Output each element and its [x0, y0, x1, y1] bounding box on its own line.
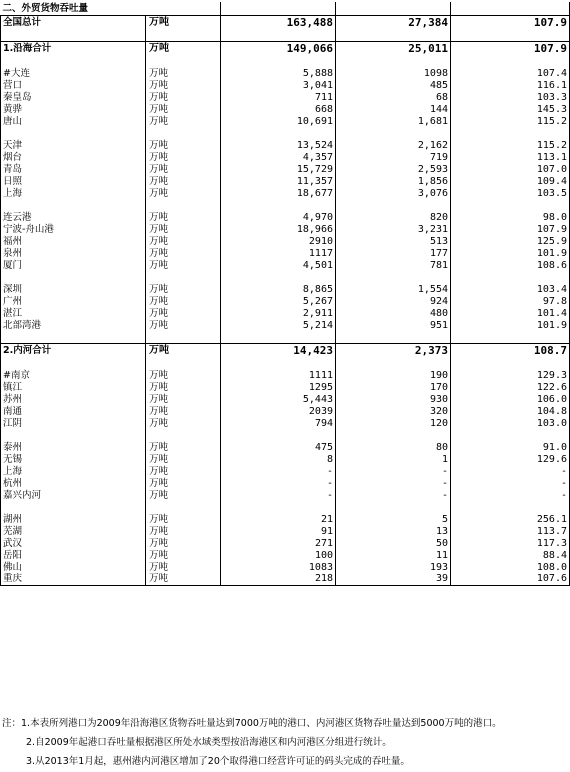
blank-cell [1, 357, 146, 369]
blank-cell [451, 55, 570, 67]
value-3: 129.6 [451, 453, 570, 465]
value-1: - [221, 465, 336, 477]
table-row [1, 441, 570, 453]
port-name: 江阴 [1, 417, 146, 429]
table-row [1, 67, 570, 79]
value-3: 107.9 [451, 41, 570, 55]
port-name: 烟台 [1, 151, 146, 163]
unit: 万吨 [146, 369, 221, 381]
port-name: 厦门 [1, 259, 146, 271]
table-row [1, 223, 570, 235]
value-3: 97.8 [451, 295, 570, 307]
port-name: #大连 [1, 67, 146, 79]
value-2: 170 [336, 381, 451, 393]
value-2: 13 [336, 525, 451, 537]
value-3: 88.4 [451, 549, 570, 561]
table-row [1, 319, 570, 331]
blank-cell [336, 271, 451, 283]
value-1: 149,066 [221, 41, 336, 55]
value-3: 122.6 [451, 381, 570, 393]
value-1: 1117 [221, 247, 336, 259]
value-2: 3,076 [336, 187, 451, 199]
value-2: 1098 [336, 67, 451, 79]
value-2: 1,681 [336, 115, 451, 127]
unit: 万吨 [146, 477, 221, 489]
value-3: 115.2 [451, 115, 570, 127]
table-row [1, 175, 570, 187]
table-row [1, 151, 570, 163]
blank-row [1, 127, 570, 139]
value-3: 107.4 [451, 67, 570, 79]
total-row [1, 41, 570, 55]
table-row [1, 91, 570, 103]
value-2: 719 [336, 151, 451, 163]
table-row [1, 103, 570, 115]
value-2: 50 [336, 537, 451, 549]
port-name: 深圳 [1, 283, 146, 295]
value-3: 117.3 [451, 537, 570, 549]
unit: 万吨 [146, 283, 221, 295]
unit: 万吨 [146, 441, 221, 453]
table-row [1, 79, 570, 91]
value-3: 125.9 [451, 235, 570, 247]
table-row [1, 573, 570, 585]
port-name: 广州 [1, 295, 146, 307]
unit: 万吨 [146, 525, 221, 537]
value-1: 13,524 [221, 139, 336, 151]
note-2: 2.自2009年起港口吞吐量根据港区所处水域类型按沿海港区和内河港区分组进行统计。 [26, 737, 392, 748]
blank-row [1, 271, 570, 283]
unit: 万吨 [146, 453, 221, 465]
blank-cell [451, 357, 570, 369]
blank-cell [451, 29, 570, 41]
note-3: 3.从2013年1月起，惠州港内河港区增加了20个取得港口经营许可证的码头完成的吞吐量。 [26, 756, 410, 767]
value-3: 103.0 [451, 417, 570, 429]
blank-cell [221, 357, 336, 369]
port-name: 2.内河合计 [1, 343, 146, 357]
blank-cell [336, 331, 451, 343]
value-3: 98.0 [451, 211, 570, 223]
unit: 万吨 [146, 235, 221, 247]
blank-cell [221, 331, 336, 343]
value-3: 256.1 [451, 513, 570, 525]
port-name: 镇江 [1, 381, 146, 393]
port-name: 天津 [1, 139, 146, 151]
value-3: 107.9 [451, 223, 570, 235]
blank-row [1, 199, 570, 211]
unit: 万吨 [146, 489, 221, 501]
blank-cell [1, 127, 146, 139]
table-row [1, 187, 570, 199]
value-1: 3,041 [221, 79, 336, 91]
value-3: 106.0 [451, 393, 570, 405]
blank-cell [146, 357, 221, 369]
unit: 万吨 [146, 513, 221, 525]
value-2: - [336, 465, 451, 477]
blank-cell [336, 199, 451, 211]
table-row [1, 381, 570, 393]
value-3: 103.5 [451, 187, 570, 199]
value-1: 2,911 [221, 307, 336, 319]
value-2: 39 [336, 573, 451, 585]
value-2: 485 [336, 79, 451, 91]
port-name: 秦皇岛 [1, 91, 146, 103]
blank-cell [221, 127, 336, 139]
blank-cell [146, 501, 221, 513]
value-3: 101.4 [451, 307, 570, 319]
port-name: 泉州 [1, 247, 146, 259]
port-name: 嘉兴内河 [1, 489, 146, 501]
value-1: 475 [221, 441, 336, 453]
value-2: 781 [336, 259, 451, 271]
value-2: 480 [336, 307, 451, 319]
total-row [1, 15, 570, 29]
table-row [1, 525, 570, 537]
table-row [1, 163, 570, 175]
value-3: - [451, 465, 570, 477]
blank-row [1, 55, 570, 67]
port-name: 北部湾港 [1, 319, 146, 331]
blank-cell [1, 199, 146, 211]
blank-cell [146, 55, 221, 67]
table-row [1, 393, 570, 405]
value-1: 5,267 [221, 295, 336, 307]
table-row [1, 295, 570, 307]
table-row [1, 537, 570, 549]
value-1: 11,357 [221, 175, 336, 187]
value-1: 4,357 [221, 151, 336, 163]
blank-cell [336, 501, 451, 513]
value-1: 18,966 [221, 223, 336, 235]
blank-row [1, 29, 570, 41]
total-row [1, 343, 570, 357]
value-3: 145.3 [451, 103, 570, 115]
port-name: 宁波-舟山港 [1, 223, 146, 235]
value-1: 100 [221, 549, 336, 561]
value-2: 2,593 [336, 163, 451, 175]
unit: 万吨 [146, 139, 221, 151]
table-row [1, 259, 570, 271]
unit: 万吨 [146, 307, 221, 319]
value-1: 1295 [221, 381, 336, 393]
table-row [1, 489, 570, 501]
value-1: 218 [221, 573, 336, 585]
unit: 万吨 [146, 115, 221, 127]
table-row [1, 453, 570, 465]
blank-cell [451, 127, 570, 139]
port-name: 1.沿海合计 [1, 41, 146, 55]
value-1: 2910 [221, 235, 336, 247]
table-title: 二、外贸货物吞吐量 [2, 2, 89, 14]
blank-cell [336, 429, 451, 441]
blank-cell [146, 271, 221, 283]
value-3: 109.4 [451, 175, 570, 187]
value-3: - [451, 489, 570, 501]
value-3: 107.9 [451, 15, 570, 29]
blank-row [1, 331, 570, 343]
value-2: 820 [336, 211, 451, 223]
port-name: #南京 [1, 369, 146, 381]
table-row [1, 405, 570, 417]
unit: 万吨 [146, 405, 221, 417]
value-2: 320 [336, 405, 451, 417]
port-name: 佛山 [1, 561, 146, 573]
value-3: 104.8 [451, 405, 570, 417]
unit: 万吨 [146, 163, 221, 175]
unit: 万吨 [146, 295, 221, 307]
value-2: 190 [336, 369, 451, 381]
blank-cell [1, 271, 146, 283]
value-3: 107.0 [451, 163, 570, 175]
blank-cell [146, 29, 221, 41]
port-name: 青岛 [1, 163, 146, 175]
value-1: 8 [221, 453, 336, 465]
value-2: 80 [336, 441, 451, 453]
table-title-row [1, 2, 570, 15]
value-2: 2,162 [336, 139, 451, 151]
value-1: 4,970 [221, 211, 336, 223]
unit: 万吨 [146, 223, 221, 235]
unit: 万吨 [146, 247, 221, 259]
blank-cell [221, 199, 336, 211]
value-1: - [221, 477, 336, 489]
unit: 万吨 [146, 211, 221, 223]
value-2: 144 [336, 103, 451, 115]
value-2: 120 [336, 417, 451, 429]
value-3: 101.9 [451, 319, 570, 331]
port-name: 无锡 [1, 453, 146, 465]
value-3: 108.7 [451, 343, 570, 357]
value-1: 15,729 [221, 163, 336, 175]
blank-cell [336, 357, 451, 369]
unit: 万吨 [146, 319, 221, 331]
value-3: 103.4 [451, 283, 570, 295]
value-1: 668 [221, 103, 336, 115]
blank-cell [1, 429, 146, 441]
port-name: 芜湖 [1, 525, 146, 537]
unit: 万吨 [146, 561, 221, 573]
unit: 万吨 [146, 103, 221, 115]
value-1: 5,214 [221, 319, 336, 331]
value-2: 513 [336, 235, 451, 247]
value-2: 25,011 [336, 41, 451, 55]
blank-row [1, 501, 570, 513]
unit: 万吨 [146, 259, 221, 271]
port-name: 全国总计 [1, 15, 146, 29]
value-2: 11 [336, 549, 451, 561]
value-1: 711 [221, 91, 336, 103]
value-2: 2,373 [336, 343, 451, 357]
blank-cell [146, 429, 221, 441]
table-row [1, 235, 570, 247]
value-2: 1,554 [336, 283, 451, 295]
unit: 万吨 [146, 343, 221, 357]
blank-cell [1, 331, 146, 343]
table-row [1, 549, 570, 561]
value-1: 2039 [221, 405, 336, 417]
table-row [1, 417, 570, 429]
value-1: 794 [221, 417, 336, 429]
table-row [1, 211, 570, 223]
note-1: 注：1.本表所列港口为2009年沿海港区货物吞吐量达到7000万吨的港口、内河港区货物吞吐量达到5000万吨的港口。 [2, 718, 502, 729]
value-1: 4,501 [221, 259, 336, 271]
table-row [1, 247, 570, 259]
value-2: - [336, 489, 451, 501]
value-1: 271 [221, 537, 336, 549]
notes [0, 714, 570, 771]
value-1: 5,443 [221, 393, 336, 405]
unit: 万吨 [146, 15, 221, 29]
table-row [1, 115, 570, 127]
value-2: 924 [336, 295, 451, 307]
table-row [1, 139, 570, 151]
unit: 万吨 [146, 549, 221, 561]
value-1: 10,691 [221, 115, 336, 127]
value-2: - [336, 477, 451, 489]
unit: 万吨 [146, 381, 221, 393]
value-1: 21 [221, 513, 336, 525]
unit: 万吨 [146, 79, 221, 91]
port-name: 南通 [1, 405, 146, 417]
port-name: 上海 [1, 465, 146, 477]
value-1: 18,677 [221, 187, 336, 199]
blank-row [1, 429, 570, 441]
port-name: 重庆 [1, 573, 146, 585]
blank-cell [451, 501, 570, 513]
unit: 万吨 [146, 175, 221, 187]
value-3: 116.1 [451, 79, 570, 91]
table-row [1, 283, 570, 295]
unit: 万吨 [146, 417, 221, 429]
unit: 万吨 [146, 393, 221, 405]
value-1: 5,888 [221, 67, 336, 79]
value-1: - [221, 489, 336, 501]
value-3: 108.0 [451, 561, 570, 573]
unit: 万吨 [146, 91, 221, 103]
port-name: 黄骅 [1, 103, 146, 115]
value-1: 1111 [221, 369, 336, 381]
blank-cell [1, 501, 146, 513]
blank-cell [451, 429, 570, 441]
value-2: 1,856 [336, 175, 451, 187]
value-2: 193 [336, 561, 451, 573]
port-name: 上海 [1, 187, 146, 199]
value-3: 107.6 [451, 573, 570, 585]
unit: 万吨 [146, 67, 221, 79]
port-name: 泰州 [1, 441, 146, 453]
blank-row [1, 357, 570, 369]
value-1: 163,488 [221, 15, 336, 29]
blank-cell [221, 271, 336, 283]
value-2: 68 [336, 91, 451, 103]
table-row [1, 561, 570, 573]
blank-cell [336, 29, 451, 41]
port-name: 唐山 [1, 115, 146, 127]
value-3: 115.2 [451, 139, 570, 151]
value-2: 3,231 [336, 223, 451, 235]
unit: 万吨 [146, 187, 221, 199]
port-name: 杭州 [1, 477, 146, 489]
table-row [1, 513, 570, 525]
value-3: 101.9 [451, 247, 570, 259]
value-1: 8,865 [221, 283, 336, 295]
port-name: 苏州 [1, 393, 146, 405]
blank-cell [451, 331, 570, 343]
port-name: 湖州 [1, 513, 146, 525]
value-2: 5 [336, 513, 451, 525]
throughput-table [0, 2, 570, 586]
value-2: 177 [336, 247, 451, 259]
value-3: 129.3 [451, 369, 570, 381]
port-name: 营口 [1, 79, 146, 91]
blank-cell [221, 29, 336, 41]
table-row [1, 477, 570, 489]
value-3: 108.6 [451, 259, 570, 271]
blank-cell [1, 29, 146, 41]
blank-cell [221, 429, 336, 441]
port-name: 连云港 [1, 211, 146, 223]
blank-cell [336, 55, 451, 67]
unit: 万吨 [146, 41, 221, 55]
table-row [1, 465, 570, 477]
unit: 万吨 [146, 151, 221, 163]
value-3: 113.7 [451, 525, 570, 537]
blank-cell [146, 199, 221, 211]
table-row [1, 369, 570, 381]
value-1: 91 [221, 525, 336, 537]
blank-cell [146, 127, 221, 139]
blank-cell [221, 55, 336, 67]
table-row [1, 307, 570, 319]
unit: 万吨 [146, 573, 221, 585]
blank-cell [146, 331, 221, 343]
value-3: 91.0 [451, 441, 570, 453]
value-2: 27,384 [336, 15, 451, 29]
blank-cell [336, 127, 451, 139]
value-1: 1083 [221, 561, 336, 573]
blank-cell [1, 55, 146, 67]
value-3: 113.1 [451, 151, 570, 163]
port-name: 武汉 [1, 537, 146, 549]
port-name: 福州 [1, 235, 146, 247]
port-name: 湛江 [1, 307, 146, 319]
port-name: 日照 [1, 175, 146, 187]
value-2: 951 [336, 319, 451, 331]
unit: 万吨 [146, 537, 221, 549]
value-2: 1 [336, 453, 451, 465]
value-1: 14,423 [221, 343, 336, 357]
blank-cell [221, 501, 336, 513]
value-2: 930 [336, 393, 451, 405]
port-name: 岳阳 [1, 549, 146, 561]
value-3: - [451, 477, 570, 489]
blank-cell [451, 199, 570, 211]
blank-cell [451, 271, 570, 283]
value-3: 103.3 [451, 91, 570, 103]
unit: 万吨 [146, 465, 221, 477]
